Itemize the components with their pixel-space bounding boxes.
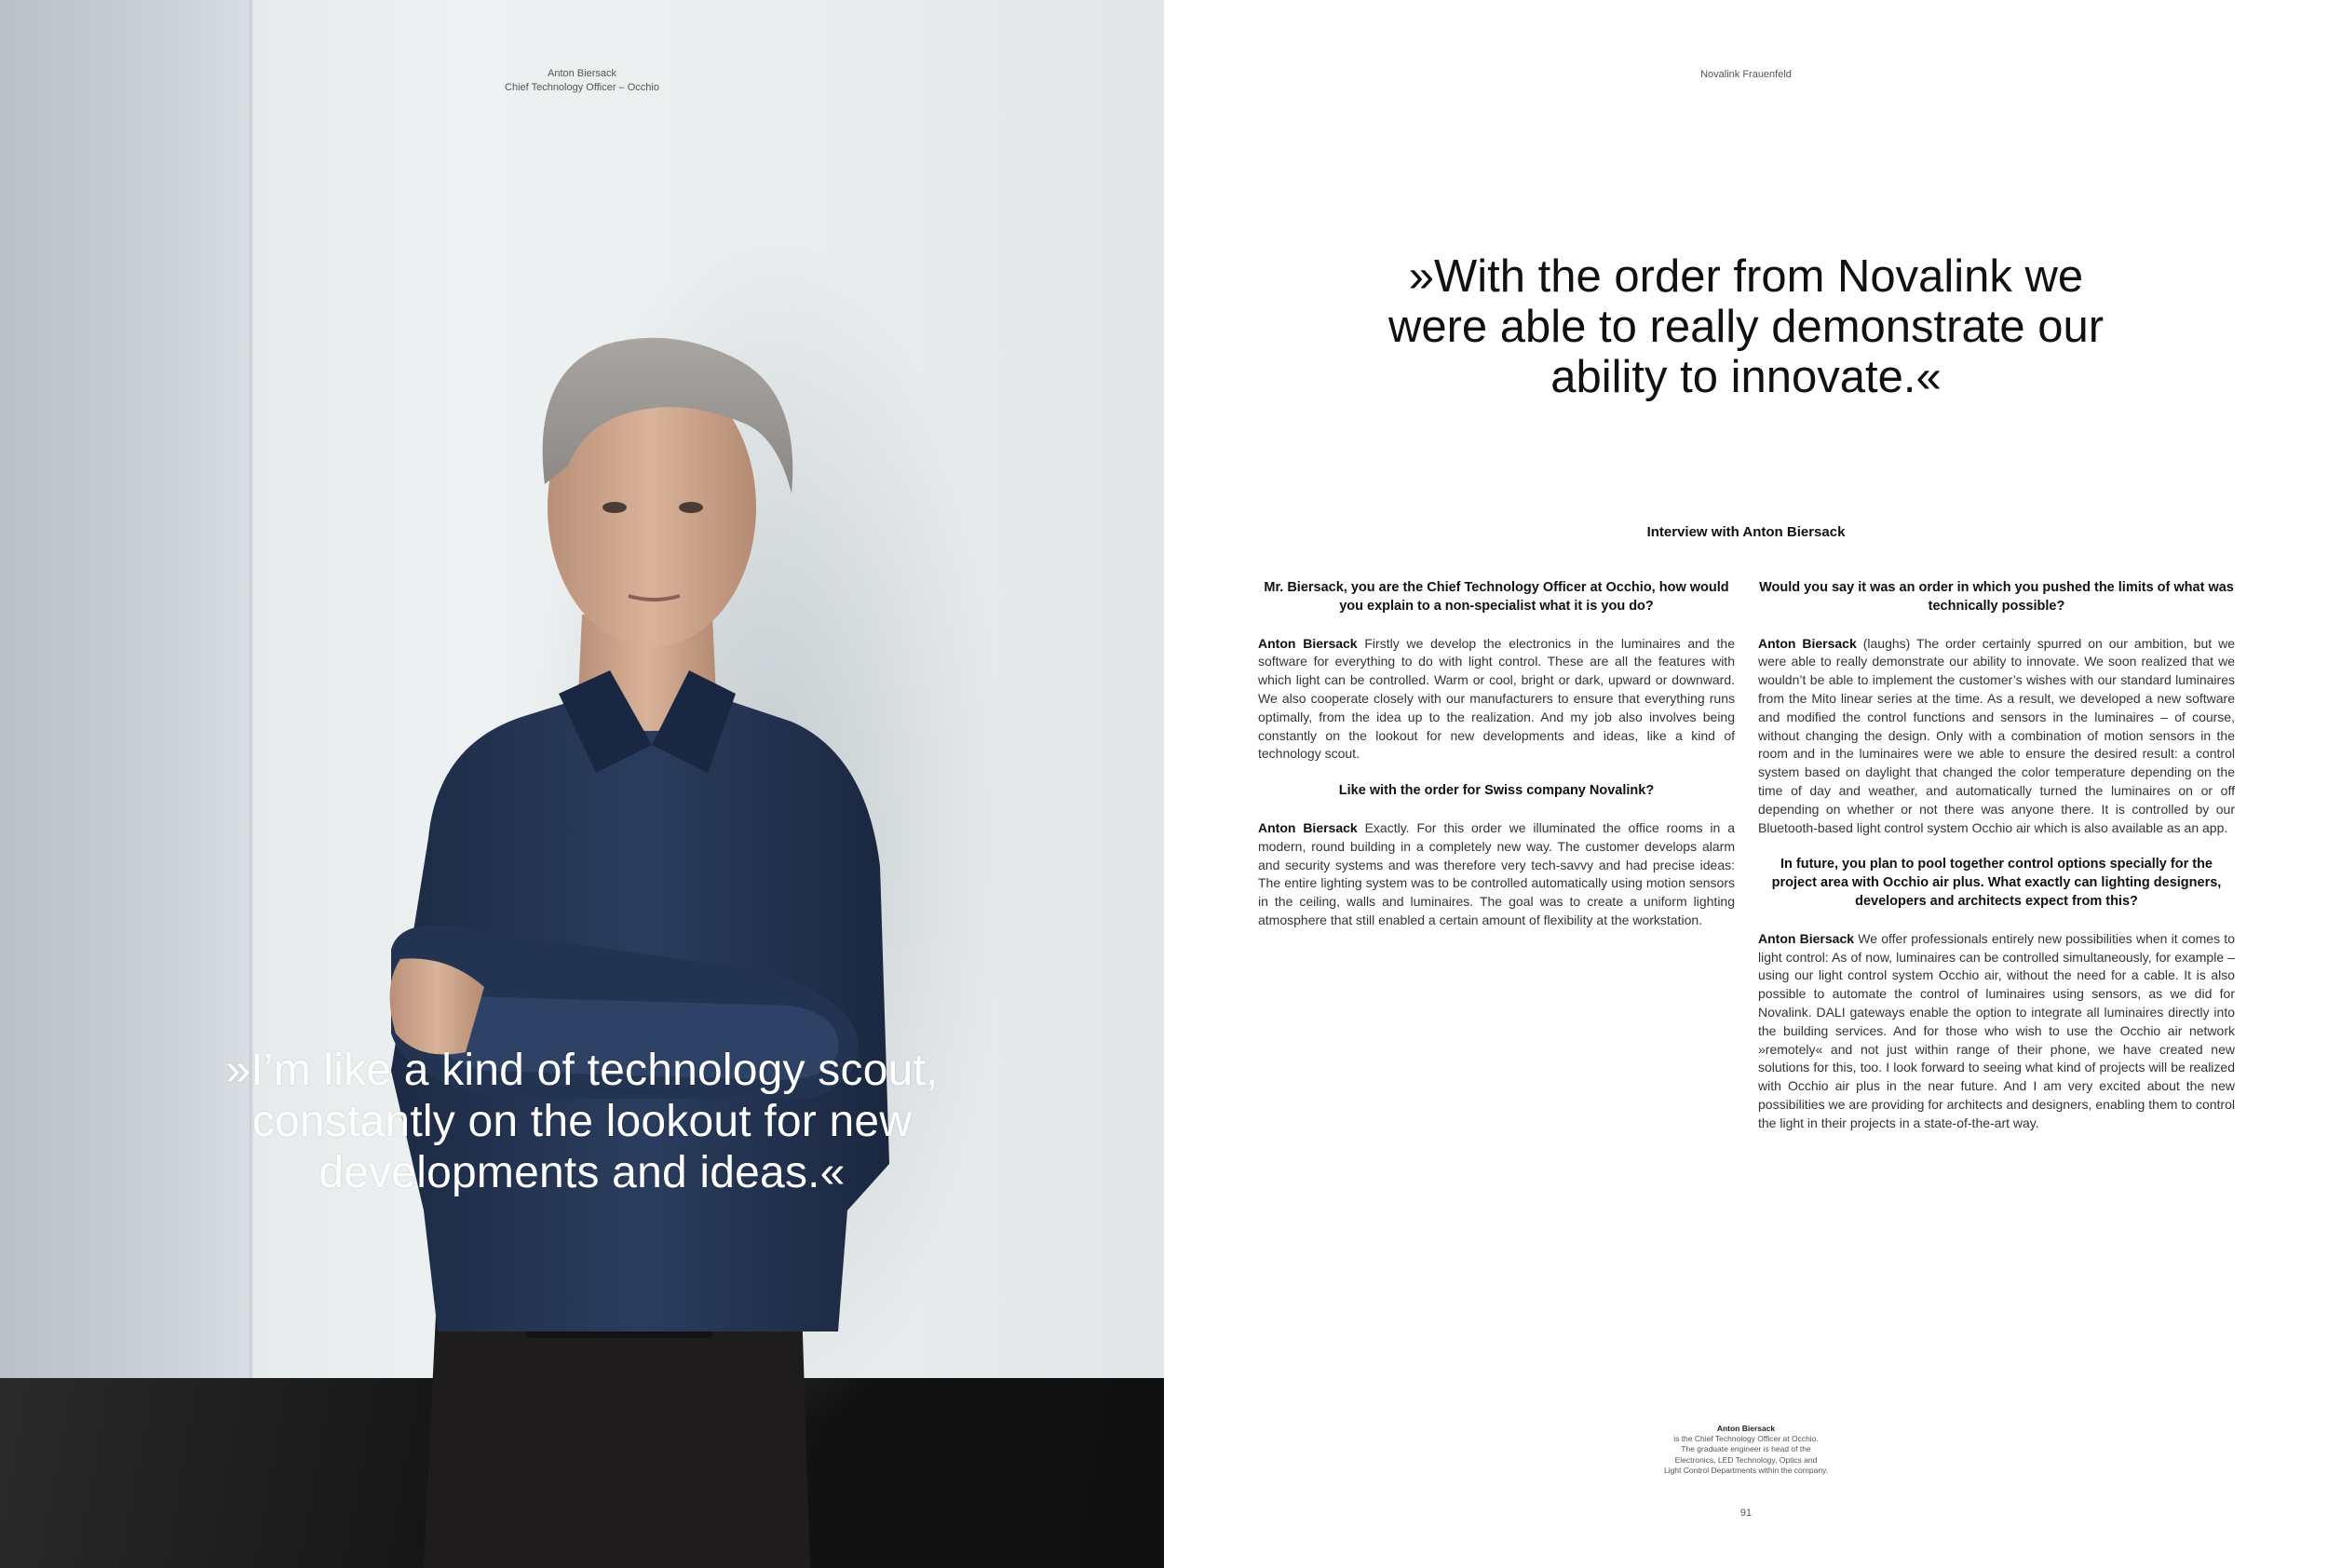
interview-subtitle: Interview with Anton Biersack xyxy=(1646,524,1846,540)
speaker-name: Anton Biersack xyxy=(1258,819,1358,835)
running-head: Novalink Frauenfeld xyxy=(1700,69,1792,80)
hero-quote: »I’m like a kind of technology scout, constantly on the lookout for new developments and ideas.« xyxy=(225,1046,939,1197)
bio-name: Anton Biersack xyxy=(1716,1424,1776,1433)
interview-page xyxy=(1164,0,2328,1568)
interview-answer xyxy=(1758,635,2235,838)
answer-text: (laughs) The order certainly spurred on our ambition, but we were able to really demonstrate our ability to innovate. We soon realized that we wouldn’t be able to implement the customer’s wishes with our standard luminaires from the Mito linear series at the time. As a result, we developed a new software and modified the control functions and sensors in the luminaires – of course, without changing the design. Only with a combination of motion sensors in the room and in the luminaires were we able to ensure the desired result: a control system based on daylight that changed the color temperature depending on the time of day and weather, and automatically turned the luminaires on or off depending on whether or not there was anyone there. It is controlled by our Bluetooth-based light control system Occhio air which is also available as an app. xyxy=(1758,635,2235,835)
interview-answer xyxy=(1258,819,1735,930)
answer-text: We offer professionals entirely new possibilities when it comes to light control: As of now, luminaires can be controlled simultaneously, for example – using our light control system Occhio air, without the need for a cable. It is also possible to automate the control of luminaires using sensors, as we did for Novalink. DALI gateways enable the option to integrate all luminaires directly into the building services. And for those who wish to use the Occhio air network »remotely« and not just within range of their phone, we have created new solutions for this, too. I look forward to seeing what kind of projects will be realized with Occhio air plus in the near future. And I am very excited about the new possibilities we are providing for architects and designers, enabling them to control the light in their projects in a state-of-the-art way. xyxy=(1758,930,2235,1130)
eye-left xyxy=(602,502,627,513)
speaker-name: Anton Biersack xyxy=(1758,930,1855,946)
text-column-left xyxy=(1258,579,1735,949)
interview-answer xyxy=(1258,635,1735,764)
headline-quote: »With the order from Novalink we were able to really demonstrate our ability to innovate.« xyxy=(1387,251,2105,402)
eye-right xyxy=(679,502,703,513)
bio-line: Electronics, LED Technology, Optics and xyxy=(1674,1454,1818,1465)
interview-question: In future, you plan to pool together control options specially for the project area with Occhio air plus. What exactly can lighting designers, developers and architects expect from this? xyxy=(1771,857,2222,909)
speaker-name: Anton Biersack xyxy=(1258,635,1358,651)
bio-line: Light Control Departments within the company. xyxy=(1663,1465,1829,1475)
interview-answer xyxy=(1758,930,2235,1133)
caption-name: Anton Biersack xyxy=(548,68,616,79)
page-number: 91 xyxy=(1739,1507,1753,1519)
caption-role: Chief Technology Officer – Occhio xyxy=(505,82,659,93)
speaker-name: Anton Biersack xyxy=(1758,635,1857,651)
bio-line: is the Chief Technology Officer at Occhio. xyxy=(1673,1434,1819,1444)
text-column-right xyxy=(1758,579,2235,1152)
answer-text: Exactly. For this order we illuminated the office rooms in a modern, round building in a completely new way. The customer develops alarm and security systems and was therefore very tech-savvy and had precise ideas: The entire lighting system was to be controlled automatically using motion sensors in the ceiling, walls and luminaires. The goal was to create a uniform lighting atmosphere that still enabled a certain amount of flexibility at the workstation. xyxy=(1258,819,1735,927)
interview-question: Would you say it was an order in which you pushed the limits of what was technically possible? xyxy=(1759,580,2234,614)
bio-line: The graduate engineer is head of the xyxy=(1681,1444,1811,1454)
interview-question: Like with the order for Swiss company Novalink? xyxy=(1338,783,1655,799)
answer-text: Firstly we develop the electronics in the luminaires and the software for everything to do with light control. These are all the features with which light can be controlled. Warm or cool, bright or dark, upward or downward. We also cooperate closely with our manufacturers to ensure that everything runs optimally, from the idea up to the realization. And my job also involves being constantly on the lookout for new developments and ideas, like a kind of technology scout. xyxy=(1258,635,1735,762)
author-bio xyxy=(1164,1424,2328,1476)
interview-question: Mr. Biersack, you are the Chief Technology Officer at Occhio, how would you explain to a non-specialist what it is you do? xyxy=(1264,580,1729,614)
photo-caption xyxy=(0,67,1164,95)
